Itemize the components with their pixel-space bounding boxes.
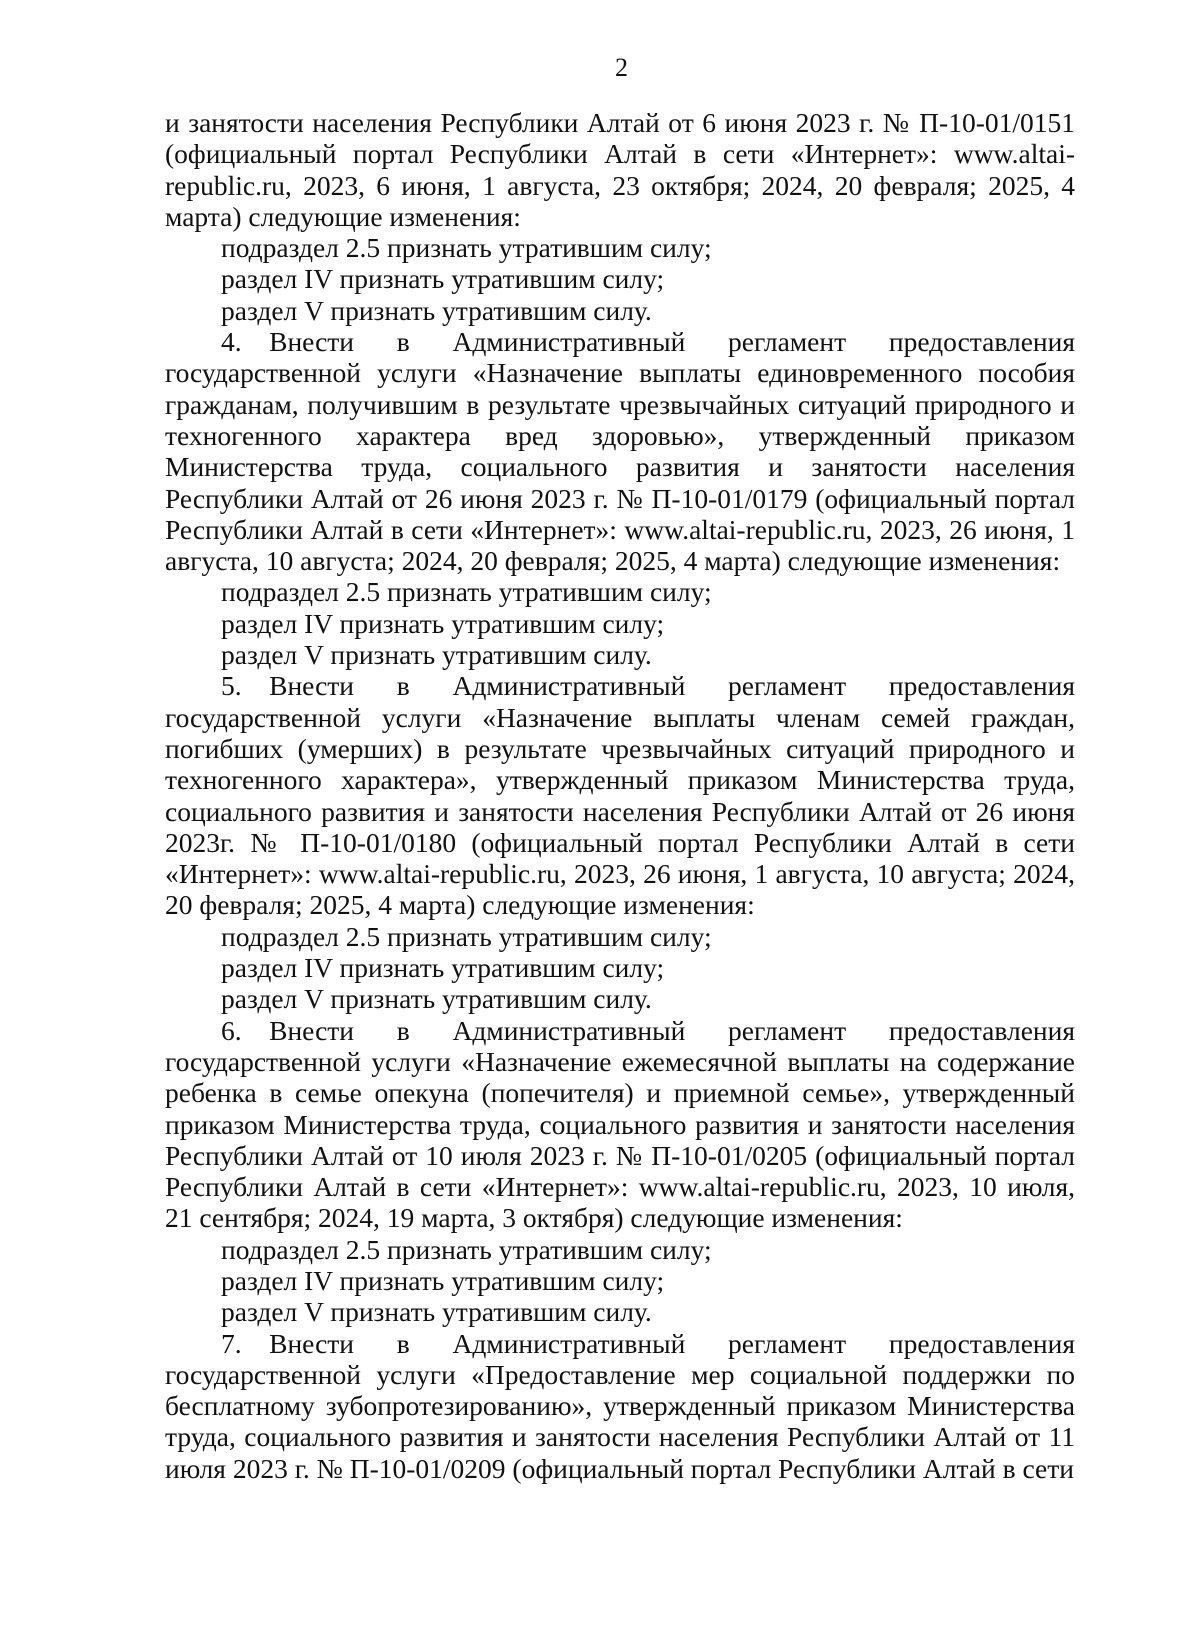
paragraph-continuation: и занятости населения Республики Алтай от 6 июня 2023 г. № П-10-01/0151 (официальный портал Республики Алтай в сети «Интернет»: www.altai-republic.ru, 2023, 6 июня, 1 августа, 23 октября; 2024, 20 февраля; 2025, 4 марта) следующие изменения: — [165, 107, 1075, 232]
page-number: 2 — [615, 53, 628, 82]
item-5-paragraph: 5. Внести в Административный регламент предоставления государственной услуги «Назначение выплаты членам семей граждан, погибших (умерших) в результате чрезвычайных ситуаций природного и техногенного характера», утвержденный приказом Министерства труда, социального развития и занятости населения Республики Алтай от 26 июня 2023г. № П-10-01/0180 (официальный портал Республики Алтай в сети «Интернет»: www.altai-republic.ru, 2023, 26 июня, 1 августа, 10 августа; 2024, 20 февраля; 2025, 4 марта) следующие изменения: — [165, 670, 1075, 921]
document-body — [165, 107, 1075, 1484]
amendment-line: раздел IV признать утратившим силу; — [221, 263, 665, 295]
amendment-line: раздел IV признать утратившим силу; — [221, 1264, 665, 1296]
item-4-paragraph: 4. Внести в Административный регламент предоставления государственной услуги «Назначение выплаты единовременного пособия гражданам, получившим в результате чрезвычайных ситуаций природного и техногенного характера вред здоровью», утвержденный приказом Министерства труда, социального развития и занятости населения Республики Алтай от 26 июня 2023 г. № П-10-01/0179 (официальный портал Республики Алтай в сети «Интернет»: www.altai-republic.ru, 2023, 26 июня, 1 августа, 10 августа; 2024, 20 февраля; 2025, 4 марта) следующие изменения: — [165, 326, 1075, 577]
amendment-line: подраздел 2.5 признать утратившим силу; — [221, 232, 712, 264]
amendment-line: раздел IV признать утратившим силу; — [221, 607, 665, 639]
amendment-line: подраздел 2.5 признать утратившим силу; — [221, 1233, 712, 1265]
amendment-line: раздел V признать утратившим силу. — [221, 1296, 652, 1328]
item-7-paragraph: 7. Внести в Административный регламент предоставления государственной услуги «Предоставление мер социальной поддержки по бесплатному зубопротезированию», утвержденный приказом Министерства труда, социального развития и занятости населения Республики Алтай от 11 июля 2023 г. № П-10-01/0209 (официальный портал Республики Алтай в сети — [165, 1327, 1075, 1484]
amendment-line: раздел IV признать утратившим силу; — [221, 952, 665, 984]
amendment-line: раздел V признать утратившим силу. — [221, 983, 652, 1015]
amendment-line: подраздел 2.5 признать утратившим силу; — [221, 576, 712, 608]
amendment-line: раздел V признать утратившим силу. — [221, 294, 652, 326]
item-6-paragraph: 6. Внести в Административный регламент предоставления государственной услуги «Назначение ежемесячной выплаты на содержание ребенка в семье опекуна (попечителя) и приемной семье», утвержденный приказом Министерства труда, социального развития и занятости населения Республики Алтай от 10 июля 2023 г. № П-10-01/0205 (официальный портал Республики Алтай в сети «Интернет»: www.altai-republic.ru, 2023, 10 июля, 21 сентября; 2024, 19 марта, 3 октября) следующие изменения: — [165, 1014, 1075, 1234]
amendment-line: раздел V признать утратившим силу. — [221, 639, 652, 671]
amendment-line: подраздел 2.5 признать утратившим силу; — [221, 920, 712, 952]
